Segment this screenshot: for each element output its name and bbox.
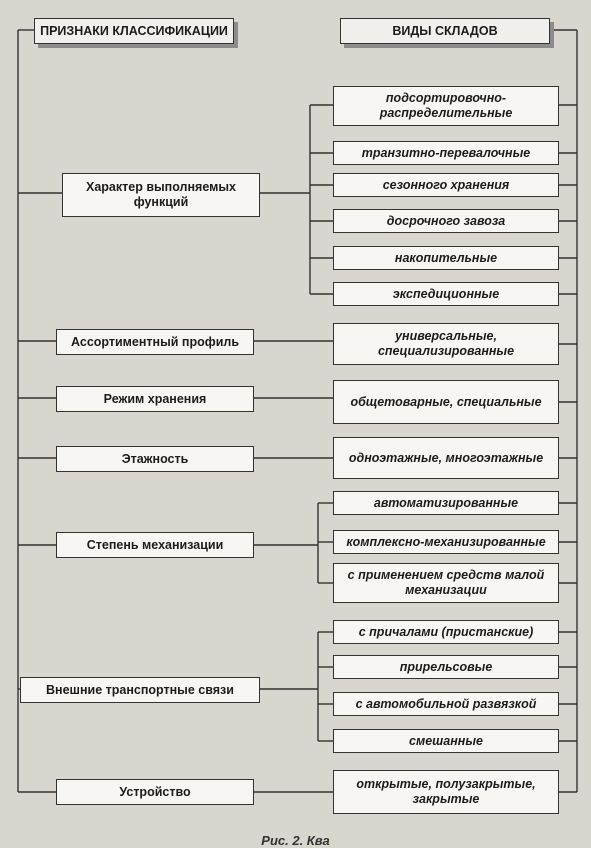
type-universal-specialized: универсальные, специализированные [333, 323, 559, 365]
type-small-mechanization: с применением средств малой механизации [333, 563, 559, 603]
type-complex-mechanized: комплексно-механизированные [333, 530, 559, 554]
type-expedition: экспедиционные [333, 282, 559, 306]
type-general-special: общетоварные, специальные [333, 380, 559, 424]
criterion-mechanization: Степень механизации [56, 532, 254, 558]
type-seasonal: сезонного хранения [333, 173, 559, 197]
figure-caption: Рис. 2. Ква [261, 833, 330, 848]
criterion-floors: Этажность [56, 446, 254, 472]
criterion-transport-links: Внешние транспортные связи [20, 677, 260, 703]
criterion-functions: Характер выполняемых функций [62, 173, 260, 217]
header-warehouse-types: ВИДЫ СКЛАДОВ [340, 18, 550, 44]
type-road-junction: с автомобильной развязкой [333, 692, 559, 716]
criterion-storage-mode: Режим хранения [56, 386, 254, 412]
type-early-delivery: досрочного завоза [333, 209, 559, 233]
criterion-construction: Устройство [56, 779, 254, 805]
type-with-piers: с причалами (пристанские) [333, 620, 559, 644]
type-railside: прирельсовые [333, 655, 559, 679]
type-open-closed: открытые, полузакрытые, закрытые [333, 770, 559, 814]
type-floors: одноэтажные, многоэтажные [333, 437, 559, 479]
header-criteria: ПРИЗНАКИ КЛАССИФИКАЦИИ [34, 18, 234, 44]
type-mixed: смешанные [333, 729, 559, 753]
criterion-assortment: Ассортиментный профиль [56, 329, 254, 355]
type-accumulating: накопительные [333, 246, 559, 270]
type-transit: транзитно-перевалочные [333, 141, 559, 165]
type-automated: автоматизированные [333, 491, 559, 515]
type-sorting-distribution: подсортировочно-распределительные [333, 86, 559, 126]
